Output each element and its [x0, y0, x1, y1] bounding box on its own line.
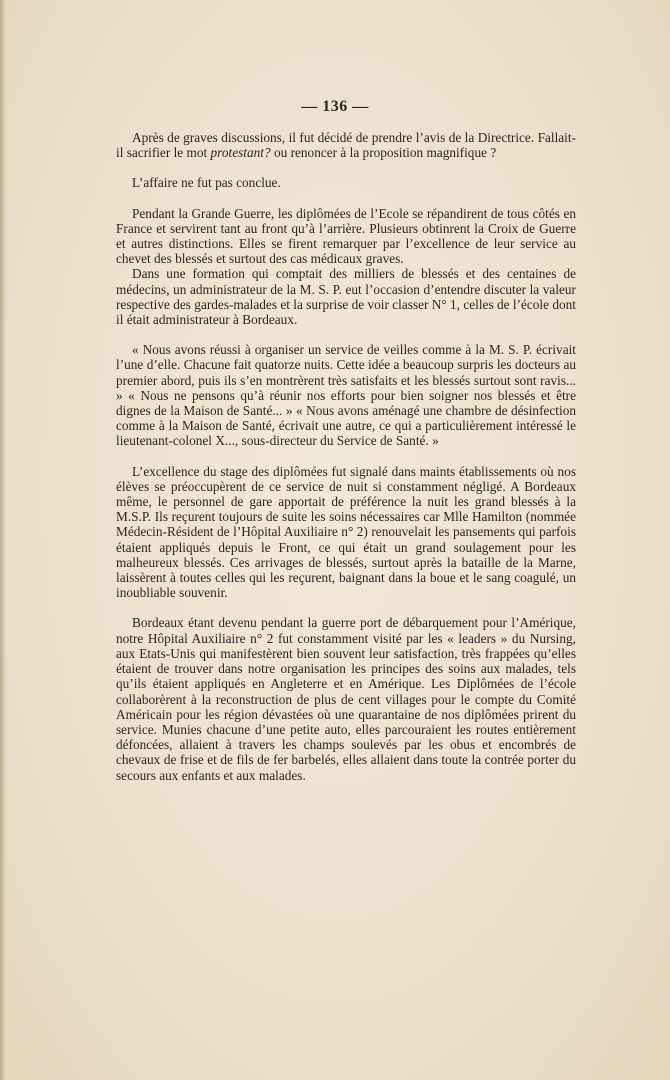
paragraph-gap	[116, 327, 576, 342]
paragraph-discussions	[116, 130, 576, 160]
paragraph-bordeaux: Bordeaux étant devenu pendant la guerre port de débarquement pour l’Amérique, notre Hôpital Auxiliaire n° 2 fut constamment visité par les « leaders » du Nursing, aux Etats-Unis qui manifestèrent bien souvent leur satisfaction, très frappées qu’elles étaient de trouver dans notre organisation les principes des soins aux malades, tels qu’ils étaient appliqués en Angleterre et en Amérique. Les Diplômées de l’école collaborèrent à la reconstruction de plus de cent villages pour le compte du Comité Américain pour les région dévastées où une quarantaine de nos diplômées prirent du service. Munies chacune d’une petite auto, elles parcouraient les routes entièrement défoncées, allaient à travers les champs soulevés par les obus et encombrés de chevaux de frise et de fils de fer barbelés, elles allaient dans toute la contrée porter du secours aux enfants et aux malades.	[116, 615, 576, 783]
paragraph-discussions-italic-word: protestant?	[210, 145, 271, 161]
paragraph-affaire: L’affaire ne fut pas conclue.	[132, 175, 281, 191]
body-text	[116, 130, 576, 783]
paragraph-discussions-part-3: ou renoncer à la proposition magnifique ?	[270, 145, 497, 161]
paragraph-gap	[116, 160, 576, 175]
paragraph-discussions-part-1: Après de graves discussions, il fut décidé de prendre l’avis de la Directrice. Fallait-il sacrifier le mot	[116, 130, 576, 161]
paragraph-grande-guerre: Pendant la Grande Guerre, les diplômées de l’Ecole se répandirent de tous côtés en France et servirent tant au front qu’à l’arrière. Plusieurs obtinrent la Croix de Guerre et autres distinctions. Elles se firent remarquer par l’excellence de leur service au chevet des blessés et surtout des cas médicaux graves.	[116, 205, 576, 267]
page-edge-shadow	[0, 0, 6, 1080]
paragraph-gap	[116, 449, 576, 464]
paragraph-excellence: L’excellence du stage des diplômées fut signalé dans maints établissements où nos élèves se préoccupèrent de ce service de nuit si constamment négligé. A Bordeaux même, le personnel de gare apportait de préférence la nuit les grand blessés à la M.S.P. Ils reçurent toujours de suite les soins nécessaires car Mlle Hamilton (nommée Médecin-Résident de l’Hôpital Auxiliaire n° 2) renouvelait les pansements qui parfois étaient appliqués depuis le Front, ce qui était un grand soulagement pour les malheureux blessés. Ces arrivages de blessés, surtout après la bataille de la Marne, laissèrent à toutes celles qui les reçurent, baignant dans la boue et le sang coagulé, un inoubliable souvenir.	[116, 463, 576, 601]
paragraph-quotations: « Nous avons réussi à organiser un service de veilles comme à la M. S. P. écrivait l’une d’elle. Chacune fait quatorze nuits. Cette idée a beaucoup surpris les docteurs au premier abord, puis ils s’en montrèrent très satisfaits et les blessés surtout sont ravis... » « Nous ne pensons qu’à réunir nos efforts pour bien soigner nos blessés et être dignes de la Maison de Santé... » « Nous avons aménagé une chambre de désinfection comme à la Maison de Santé, écrivait une autre, ce qui a particulièrement intéressé le lieutenant-colonel X..., sous-directeur du Service de Santé. »	[116, 342, 576, 449]
paragraph-gap	[116, 600, 576, 615]
paragraph-formation: Dans une formation qui comptait des milliers de blessés et des centaines de médecins, un administrateur de la M. S. P. eut l’occasion d’entendre discuter la valeur respective des gardes-malades et la surprise de voir classer N° 1, celles de l’école dont il était administrateur à Bordeaux.	[116, 266, 576, 328]
paragraph-gap	[116, 191, 576, 206]
page-number: — 136 —	[301, 98, 369, 115]
